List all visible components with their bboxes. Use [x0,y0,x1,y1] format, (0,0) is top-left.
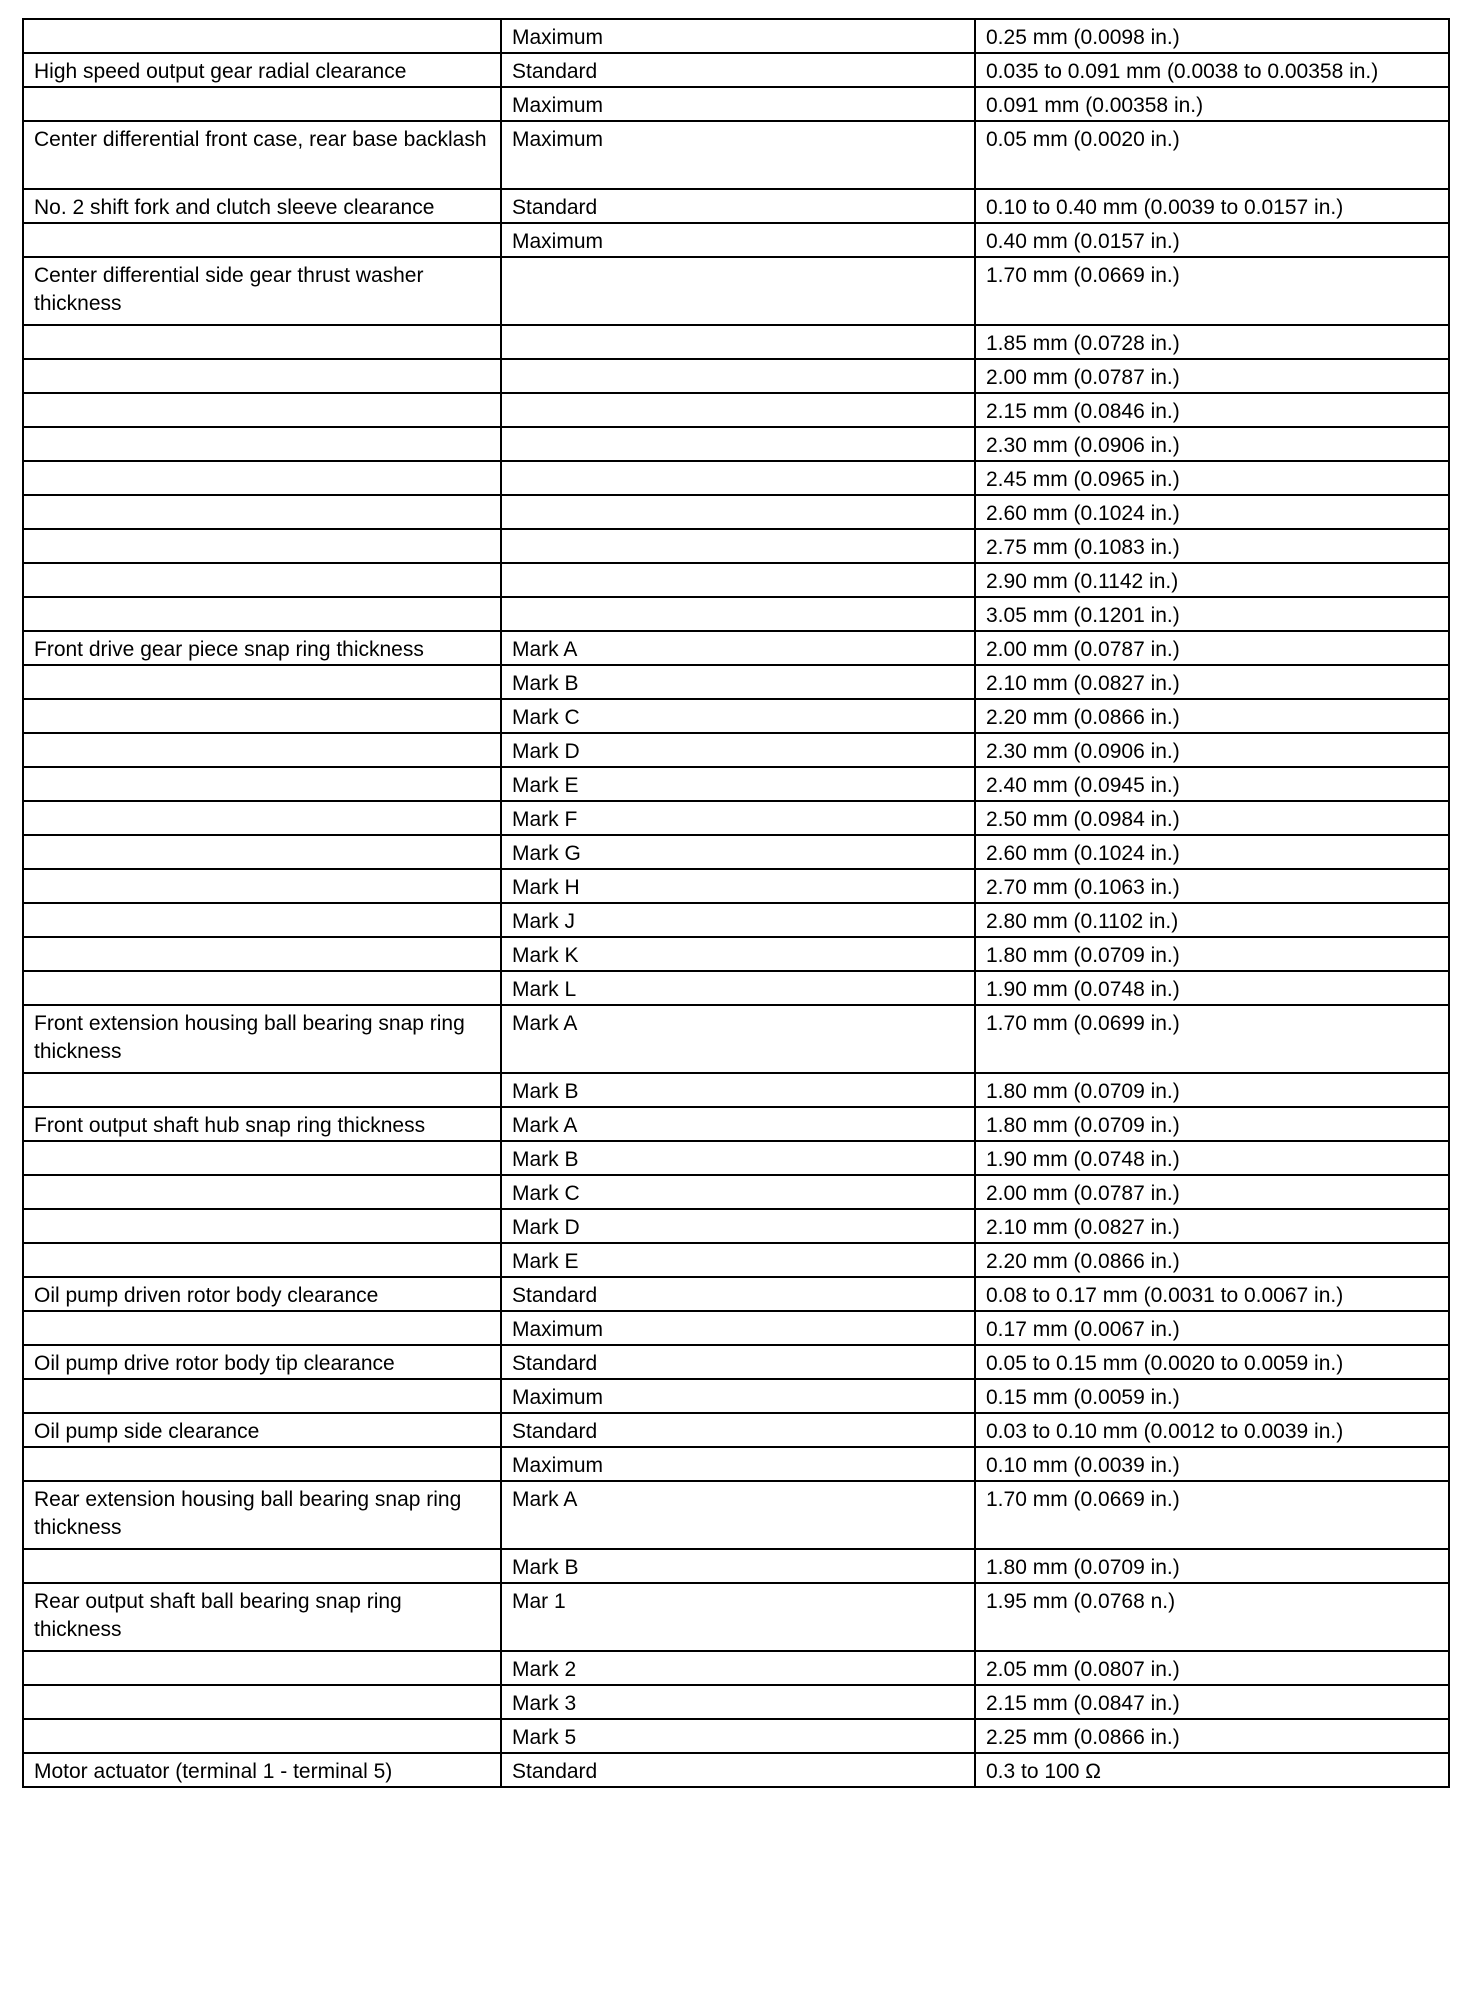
item-cell: Front output shaft hub snap ring thickness [23,1107,501,1141]
value-cell: 2.80 mm (0.1102 in.) [975,903,1449,937]
value-cell: 1.90 mm (0.0748 in.) [975,971,1449,1005]
condition-cell: Mark L [501,971,975,1005]
condition-cell: Mark A [501,1481,975,1549]
table-row [23,53,1449,87]
condition-cell: Standard [501,1413,975,1447]
table-row [23,733,1449,767]
value-cell: 1.85 mm (0.0728 in.) [975,325,1449,359]
item-cell [23,87,501,121]
item-cell [23,597,501,631]
item-cell: Oil pump side clearance [23,1413,501,1447]
item-cell [23,393,501,427]
condition-cell [501,427,975,461]
table-row [23,631,1449,665]
table-row [23,597,1449,631]
condition-cell: Mark 2 [501,1651,975,1685]
table-row [23,1481,1449,1549]
condition-cell [501,359,975,393]
condition-cell: Mark B [501,1549,975,1583]
table-row [23,1277,1449,1311]
table-row [23,325,1449,359]
table-row [23,699,1449,733]
value-cell: 3.05 mm (0.1201 in.) [975,597,1449,631]
value-cell: 2.20 mm (0.0866 in.) [975,1243,1449,1277]
item-cell [23,869,501,903]
table-row [23,1209,1449,1243]
condition-cell: Mark G [501,835,975,869]
value-cell: 0.03 to 0.10 mm (0.0012 to 0.0039 in.) [975,1413,1449,1447]
item-cell [23,733,501,767]
item-cell: Front drive gear piece snap ring thickness [23,631,501,665]
value-cell: 1.90 mm (0.0748 in.) [975,1141,1449,1175]
item-cell: Rear output shaft ball bearing snap ring thickness [23,1583,501,1651]
value-cell: 0.3 to 100 Ω [975,1753,1449,1787]
table-row [23,1141,1449,1175]
item-cell [23,1447,501,1481]
value-cell: 2.75 mm (0.1083 in.) [975,529,1449,563]
condition-cell [501,393,975,427]
value-cell: 2.90 mm (0.1142 in.) [975,563,1449,597]
item-cell [23,903,501,937]
table-row [23,1073,1449,1107]
condition-cell: Mark C [501,1175,975,1209]
condition-cell: Mark C [501,699,975,733]
condition-cell: Mark A [501,1005,975,1073]
condition-cell: Mar 1 [501,1583,975,1651]
item-cell [23,835,501,869]
table-row [23,835,1449,869]
item-cell [23,1719,501,1753]
table-row [23,223,1449,257]
condition-cell: Mark D [501,733,975,767]
condition-cell: Mark B [501,1073,975,1107]
item-cell: Oil pump drive rotor body tip clearance [23,1345,501,1379]
value-cell: 0.05 mm (0.0020 in.) [975,121,1449,189]
condition-cell: Mark 3 [501,1685,975,1719]
table-row [23,801,1449,835]
value-cell: 2.50 mm (0.0984 in.) [975,801,1449,835]
condition-cell: Maximum [501,1447,975,1481]
value-cell: 2.60 mm (0.1024 in.) [975,835,1449,869]
item-cell [23,971,501,1005]
value-cell: 0.05 to 0.15 mm (0.0020 to 0.0059 in.) [975,1345,1449,1379]
item-cell [23,1141,501,1175]
table-row [23,903,1449,937]
item-cell [23,937,501,971]
table-row [23,1447,1449,1481]
specification-table-body [23,19,1449,1787]
condition-cell: Standard [501,53,975,87]
item-cell [23,1311,501,1345]
item-cell [23,801,501,835]
value-cell: 2.70 mm (0.1063 in.) [975,869,1449,903]
table-row [23,1005,1449,1073]
value-cell: 1.80 mm (0.0709 in.) [975,1107,1449,1141]
condition-cell: Mark J [501,903,975,937]
value-cell: 2.10 mm (0.0827 in.) [975,1209,1449,1243]
table-row [23,189,1449,223]
item-cell [23,767,501,801]
table-row [23,1311,1449,1345]
value-cell: 0.091 mm (0.00358 in.) [975,87,1449,121]
item-cell [23,427,501,461]
table-row [23,1379,1449,1413]
condition-cell [501,529,975,563]
item-cell [23,1243,501,1277]
value-cell: 0.25 mm (0.0098 in.) [975,19,1449,53]
value-cell: 2.40 mm (0.0945 in.) [975,767,1449,801]
condition-cell: Mark A [501,631,975,665]
condition-cell: Mark D [501,1209,975,1243]
condition-cell [501,325,975,359]
condition-cell [501,495,975,529]
condition-cell: Standard [501,189,975,223]
item-cell: High speed output gear radial clearance [23,53,501,87]
table-row [23,257,1449,325]
condition-cell: Maximum [501,1379,975,1413]
item-cell [23,461,501,495]
value-cell: 2.10 mm (0.0827 in.) [975,665,1449,699]
item-cell [23,1175,501,1209]
table-row [23,1345,1449,1379]
table-row [23,1719,1449,1753]
value-cell: 1.70 mm (0.0669 in.) [975,1481,1449,1549]
condition-cell [501,257,975,325]
value-cell: 2.20 mm (0.0866 in.) [975,699,1449,733]
condition-cell: Mark E [501,767,975,801]
item-cell [23,359,501,393]
value-cell: 0.15 mm (0.0059 in.) [975,1379,1449,1413]
table-row [23,461,1449,495]
value-cell: 1.70 mm (0.0699 in.) [975,1005,1449,1073]
value-cell: 2.05 mm (0.0807 in.) [975,1651,1449,1685]
item-cell: Motor actuator (terminal 1 - terminal 5) [23,1753,501,1787]
specification-table [22,18,1450,1788]
value-cell: 1.80 mm (0.0709 in.) [975,937,1449,971]
table-row [23,427,1449,461]
table-row [23,1753,1449,1787]
table-row [23,563,1449,597]
condition-cell: Maximum [501,121,975,189]
table-row [23,665,1449,699]
table-row [23,1243,1449,1277]
value-cell: 1.80 mm (0.0709 in.) [975,1549,1449,1583]
condition-cell: Maximum [501,87,975,121]
condition-cell: Mark K [501,937,975,971]
item-cell [23,665,501,699]
value-cell: 0.10 to 0.40 mm (0.0039 to 0.0157 in.) [975,189,1449,223]
value-cell: 2.25 mm (0.0866 in.) [975,1719,1449,1753]
value-cell: 0.10 mm (0.0039 in.) [975,1447,1449,1481]
value-cell: 0.08 to 0.17 mm (0.0031 to 0.0067 in.) [975,1277,1449,1311]
value-cell: 1.80 mm (0.0709 in.) [975,1073,1449,1107]
table-row [23,19,1449,53]
item-cell: Center differential side gear thrust washer thickness [23,257,501,325]
item-cell [23,1651,501,1685]
item-cell: Oil pump driven rotor body clearance [23,1277,501,1311]
item-cell [23,223,501,257]
item-cell [23,1549,501,1583]
item-cell [23,529,501,563]
value-cell: 2.45 mm (0.0965 in.) [975,461,1449,495]
condition-cell [501,563,975,597]
table-row [23,1549,1449,1583]
item-cell [23,1379,501,1413]
condition-cell: Maximum [501,223,975,257]
item-cell [23,1685,501,1719]
condition-cell: Standard [501,1345,975,1379]
table-row [23,87,1449,121]
value-cell: 0.035 to 0.091 mm (0.0038 to 0.00358 in.) [975,53,1449,87]
item-cell [23,19,501,53]
condition-cell: Mark B [501,665,975,699]
value-cell: 0.40 mm (0.0157 in.) [975,223,1449,257]
value-cell: 2.00 mm (0.0787 in.) [975,359,1449,393]
value-cell: 2.00 mm (0.0787 in.) [975,631,1449,665]
value-cell: 1.95 mm (0.0768 n.) [975,1583,1449,1651]
table-row [23,393,1449,427]
item-cell: No. 2 shift fork and clutch sleeve clearance [23,189,501,223]
table-row [23,1583,1449,1651]
value-cell: 2.60 mm (0.1024 in.) [975,495,1449,529]
table-row [23,121,1449,189]
table-row [23,359,1449,393]
condition-cell [501,597,975,631]
table-row [23,1685,1449,1719]
value-cell: 2.30 mm (0.0906 in.) [975,427,1449,461]
table-row [23,1413,1449,1447]
table-row [23,1175,1449,1209]
table-row [23,971,1449,1005]
value-cell: 2.00 mm (0.0787 in.) [975,1175,1449,1209]
item-cell: Front extension housing ball bearing snap ring thickness [23,1005,501,1073]
table-row [23,767,1449,801]
condition-cell: Standard [501,1277,975,1311]
item-cell: Center differential front case, rear base backlash [23,121,501,189]
table-row [23,869,1449,903]
condition-cell: Mark H [501,869,975,903]
table-row [23,1651,1449,1685]
item-cell [23,495,501,529]
condition-cell: Standard [501,1753,975,1787]
value-cell: 1.70 mm (0.0669 in.) [975,257,1449,325]
item-cell [23,699,501,733]
item-cell [23,1073,501,1107]
condition-cell: Mark B [501,1141,975,1175]
value-cell: 2.30 mm (0.0906 in.) [975,733,1449,767]
value-cell: 0.17 mm (0.0067 in.) [975,1311,1449,1345]
item-cell [23,1209,501,1243]
table-row [23,1107,1449,1141]
table-row [23,495,1449,529]
value-cell: 2.15 mm (0.0846 in.) [975,393,1449,427]
condition-cell: Maximum [501,19,975,53]
item-cell [23,325,501,359]
condition-cell: Mark A [501,1107,975,1141]
condition-cell: Mark F [501,801,975,835]
condition-cell: Mark E [501,1243,975,1277]
value-cell: 2.15 mm (0.0847 in.) [975,1685,1449,1719]
condition-cell: Mark 5 [501,1719,975,1753]
item-cell [23,563,501,597]
table-row [23,529,1449,563]
table-row [23,937,1449,971]
condition-cell: Maximum [501,1311,975,1345]
item-cell: Rear extension housing ball bearing snap ring thickness [23,1481,501,1549]
condition-cell [501,461,975,495]
